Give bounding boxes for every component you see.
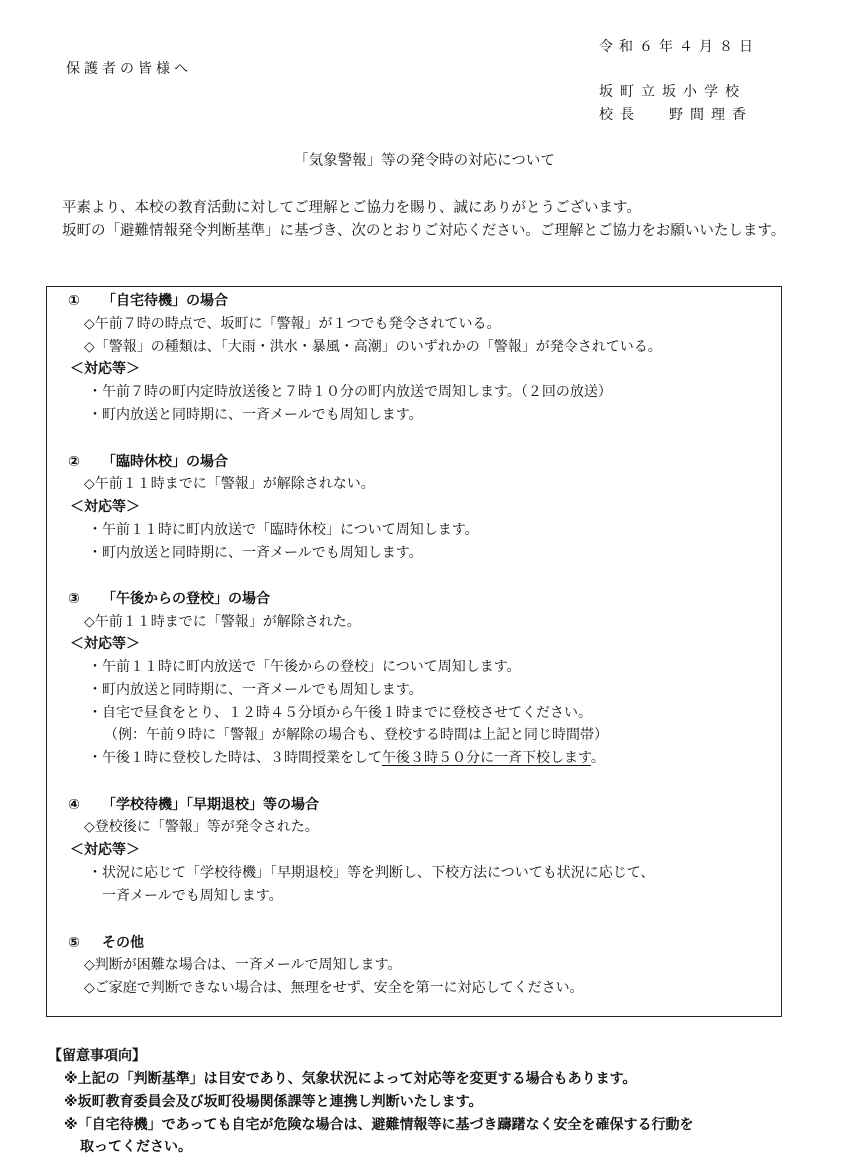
section-4-response-label: ＜対応等＞ (70, 842, 140, 858)
school-name: 坂町立坂小学校 (599, 84, 746, 100)
note-item-2: ※坂町教育委員会及び坂町役場関係課等と連携し判断いたします。 (64, 1094, 483, 1110)
principal-role: 校長 (599, 107, 641, 123)
intro-paragraph-2: 坂町の「避難情報発令判断基準」に基づき、次のとおりご対応ください。ご理解とご協力をお願いいたします。 (62, 223, 786, 239)
section-4-number: ④ (68, 797, 80, 813)
section-1-number: ① (68, 293, 80, 309)
section-1-condition-2: ◇「警報」の種類は、「大雨・洪水・暴風・高潮」のいずれかの「警報」が発令されている。 (84, 339, 662, 355)
section-3-response-example: （例：午前９時に「警報」が解除の場合も、登校する時間は上記と同じ時間帯） (104, 727, 608, 743)
section-2-response-1: ・午前１１時に町内放送で「臨時休校」について周知します。 (88, 522, 479, 538)
section-2-title: 「臨時休校」の場合 (102, 454, 228, 470)
section-3-title: 「午後からの登校」の場合 (102, 591, 270, 607)
section-4-response-2: 一斉メールでも周知します。 (102, 888, 283, 904)
section-3-response-1: ・午前１１時に町内放送で「午後からの登校」について周知します。 (88, 659, 521, 675)
document-title: 「気象警報」等の発令時の対応について (294, 153, 555, 169)
section-1-condition-1: ◇午前７時の時点で、坂町に「警報」が１つでも発令されている。 (84, 316, 501, 332)
section-3-number: ③ (68, 591, 80, 607)
section-3-response-3: ・自宅で昼食をとり、１２時４５分頃から午後１時までに登校させてください。 (88, 705, 592, 721)
section-3-response-5-suffix: 。 (590, 750, 605, 766)
recipient-line: 保護者の皆様へ (66, 61, 192, 77)
section-3-condition-1: ◇午前１１時までに「警報」が解除された。 (84, 614, 361, 630)
section-4-heading (68, 794, 319, 814)
section-3-response-label: ＜対応等＞ (70, 636, 140, 652)
section-5-number: ⑤ (68, 935, 80, 951)
section-1-response-1: ・午前７時の町内定時放送後と７時１０分の町内放送で周知します。（２回の放送） (88, 384, 612, 400)
document-date: 令和６年４月８日 (599, 39, 759, 55)
section-2-heading (68, 451, 228, 471)
section-5-condition-2: ◇ご家庭で判断できない場合は、無理をせず、安全を第一に対応してください。 (84, 980, 584, 996)
section-5-condition-1: ◇判断が困難な場合は、一斉メールで周知します。 (84, 957, 402, 973)
note-item-3: ※「自宅待機」であっても自宅が危険な場合は、避難情報等に基づき躊躇なく安全を確保する行動を (64, 1117, 694, 1133)
notes-heading: 【留意事項向】 (48, 1048, 146, 1064)
section-3-response-5-prefix: ・午後１時に登校した時は、３時間授業をして (88, 750, 382, 766)
section-4-title: 「学校待機」「早期退校」等の場合 (102, 797, 319, 813)
section-5-title: その他 (102, 935, 144, 951)
section-3-response-2: ・町内放送と同時期に、一斉メールでも周知します。 (88, 682, 423, 698)
section-2-response-label: ＜対応等＞ (70, 499, 140, 515)
section-4-condition-1: ◇登校後に「警報」等が発令された。 (84, 819, 319, 835)
note-item-1: ※上記の「判断基準」は目安であり、気象状況によって対応等を変更する場合もあります。 (64, 1071, 637, 1087)
section-1-heading (68, 290, 228, 310)
section-3-response-5 (88, 747, 605, 767)
intro-paragraph-1: 平素より、本校の教育活動に対してご理解とご協力を賜り、誠にありがとうございます。 (62, 200, 641, 216)
section-4-response-1: ・状況に応じて「学校待機」「早期退校」等を判断し、下校方法についても状況に応じて、 (88, 865, 655, 881)
section-2-response-2: ・町内放送と同時期に、一斉メールでも周知します。 (88, 545, 423, 561)
section-5-heading (68, 932, 144, 952)
principal-line (599, 104, 753, 124)
principal-name: 野間理香 (669, 107, 753, 123)
section-2-condition-1: ◇午前１１時までに「警報」が解除されない。 (84, 476, 375, 492)
section-1-response-2: ・町内放送と同時期に、一斉メールでも周知します。 (88, 407, 423, 423)
note-item-3-continued: 取ってください。 (80, 1139, 192, 1155)
section-2-number: ② (68, 454, 80, 470)
section-1-response-label: ＜対応等＞ (70, 361, 140, 377)
section-3-heading (68, 588, 270, 608)
section-3-response-5-underlined: 午後３時５０分に一斉下校します (382, 750, 591, 766)
section-1-title: 「自宅待機」の場合 (102, 293, 228, 309)
